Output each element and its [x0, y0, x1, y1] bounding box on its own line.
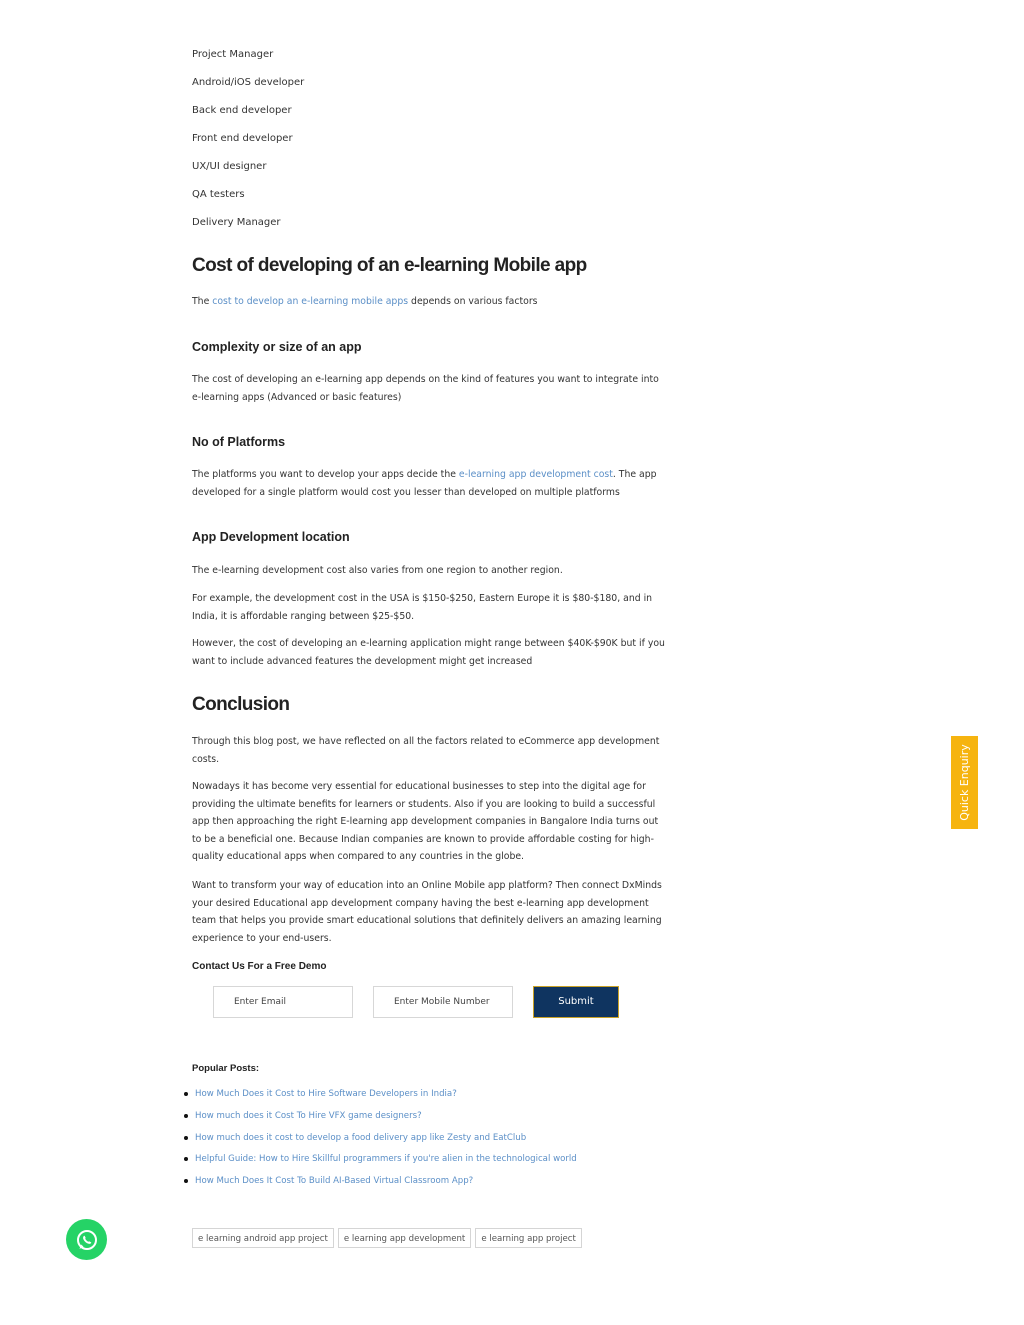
platforms-text — [192, 466, 670, 501]
submit-button[interactable]: Submit — [533, 986, 619, 1018]
team-role-item: Project Manager — [192, 49, 274, 60]
team-role-item: Front end developer — [192, 133, 293, 144]
conclusion-title: Conclusion — [192, 694, 290, 715]
quick-enquiry-button[interactable] — [951, 736, 978, 829]
intro-text: The — [192, 296, 213, 307]
location-heading: App Development location — [192, 530, 350, 544]
list-item — [195, 1108, 577, 1130]
bullet-icon — [184, 1114, 188, 1118]
cost-to-develop-link[interactable]: cost to develop an e-learning mobile apps — [212, 296, 409, 307]
complexity-heading: Complexity or size of an app — [192, 340, 362, 354]
intro-text-end: depends on various factors — [408, 296, 538, 307]
popular-post-link[interactable]: How much does it Cost To Hire VFX game designers? — [195, 1110, 422, 1121]
list-item — [195, 1173, 577, 1195]
platforms-text-end: . The app developed for a single platform would cost you lesser than developed on multiple platforms — [192, 469, 657, 498]
mobile-number-input[interactable]: Enter Mobile Number — [373, 986, 513, 1018]
team-role-item: Android/iOS developer — [192, 77, 305, 88]
complexity-text: The cost of developing an e-learning app depends on the kind of features you want to integrate into e-learning apps (Advanced or basic features) — [192, 374, 659, 403]
tag-link[interactable]: e learning android app project — [192, 1228, 334, 1248]
popular-post-link[interactable]: Helpful Guide: How to Hire Skillful programmers if you're alien in the technological world — [195, 1154, 577, 1165]
popular-posts-list — [192, 1086, 577, 1195]
bullet-icon — [184, 1136, 188, 1140]
whatsapp-button[interactable] — [66, 1219, 107, 1260]
demo-form-heading: Contact Us For a Free Demo — [192, 961, 327, 972]
cost-section-intro — [192, 293, 670, 311]
list-item — [195, 1086, 577, 1108]
team-role-item: Delivery Manager — [192, 217, 281, 228]
email-input[interactable]: Enter Email — [213, 986, 353, 1018]
tag-link[interactable]: e learning app development — [338, 1228, 471, 1248]
location-paragraph: For example, the development cost in the USA is $150-$250, Eastern Europe it is $80-$180, and in India, it is affordable ranging between $25-$50. — [192, 593, 653, 622]
team-role-item: UX/UI designer — [192, 161, 267, 172]
conclusion-paragraph: Through this blog post, we have reflected on all the factors related to eCommerce app development costs. — [192, 736, 660, 765]
list-item — [195, 1151, 577, 1173]
popular-post-link[interactable]: How much does it cost to develop a food delivery app like Zesty and EatClub — [195, 1132, 527, 1143]
list-item — [195, 1130, 577, 1152]
tag-list — [192, 1228, 582, 1248]
development-cost-link[interactable]: e-learning app development cost — [458, 469, 613, 480]
location-paragraph: The e-learning development cost also varies from one region to another region. — [192, 565, 563, 576]
platforms-heading: No of Platforms — [192, 435, 286, 449]
cost-section-title: Cost of developing of an e-learning Mobile app — [192, 255, 587, 276]
popular-post-link[interactable]: How Much Does It Cost To Build AI-Based Virtual Classroom App? — [195, 1176, 474, 1187]
platforms-text-start: The platforms you want to develop your apps decide the — [192, 469, 459, 480]
tag-link[interactable]: e learning app project — [475, 1228, 582, 1248]
popular-post-link[interactable]: How Much Does it Cost to Hire Software Developers in India? — [195, 1089, 457, 1099]
quick-enquiry-label: Quick Enquiry — [958, 744, 972, 821]
bullet-icon — [184, 1179, 188, 1183]
whatsapp-icon — [75, 1228, 99, 1252]
team-role-item: QA testers — [192, 189, 245, 200]
team-role-item: Back end developer — [192, 105, 292, 116]
location-paragraph: However, the cost of developing an e-learning application might range between $40K-$90K but if you want to include advanced features the development might get increased — [192, 638, 665, 667]
bullet-icon — [184, 1157, 188, 1161]
bullet-icon — [184, 1092, 188, 1096]
conclusion-paragraph: Want to transform your way of education into an Online Mobile app platform? Then connect DxMinds your desired Educational app development company having the best e-learning app development team that helps you provide smart educational solutions that definitely delivers an amazing learning experience to your end-users. — [192, 880, 662, 944]
conclusion-paragraph: Nowadays it has become very essential for educational businesses to step into the digital age for providing the ultimate benefits for learners or students. Also if you are looking to build a successful app then approaching the right E-learning app development companies in Bangalore India turns out to be a beneficial one. Because Indian companies are known to provide affordable costing for high-quality educational apps when compared to any countries in the globe. — [192, 781, 659, 863]
popular-posts-heading: Popular Posts: — [192, 1063, 260, 1074]
